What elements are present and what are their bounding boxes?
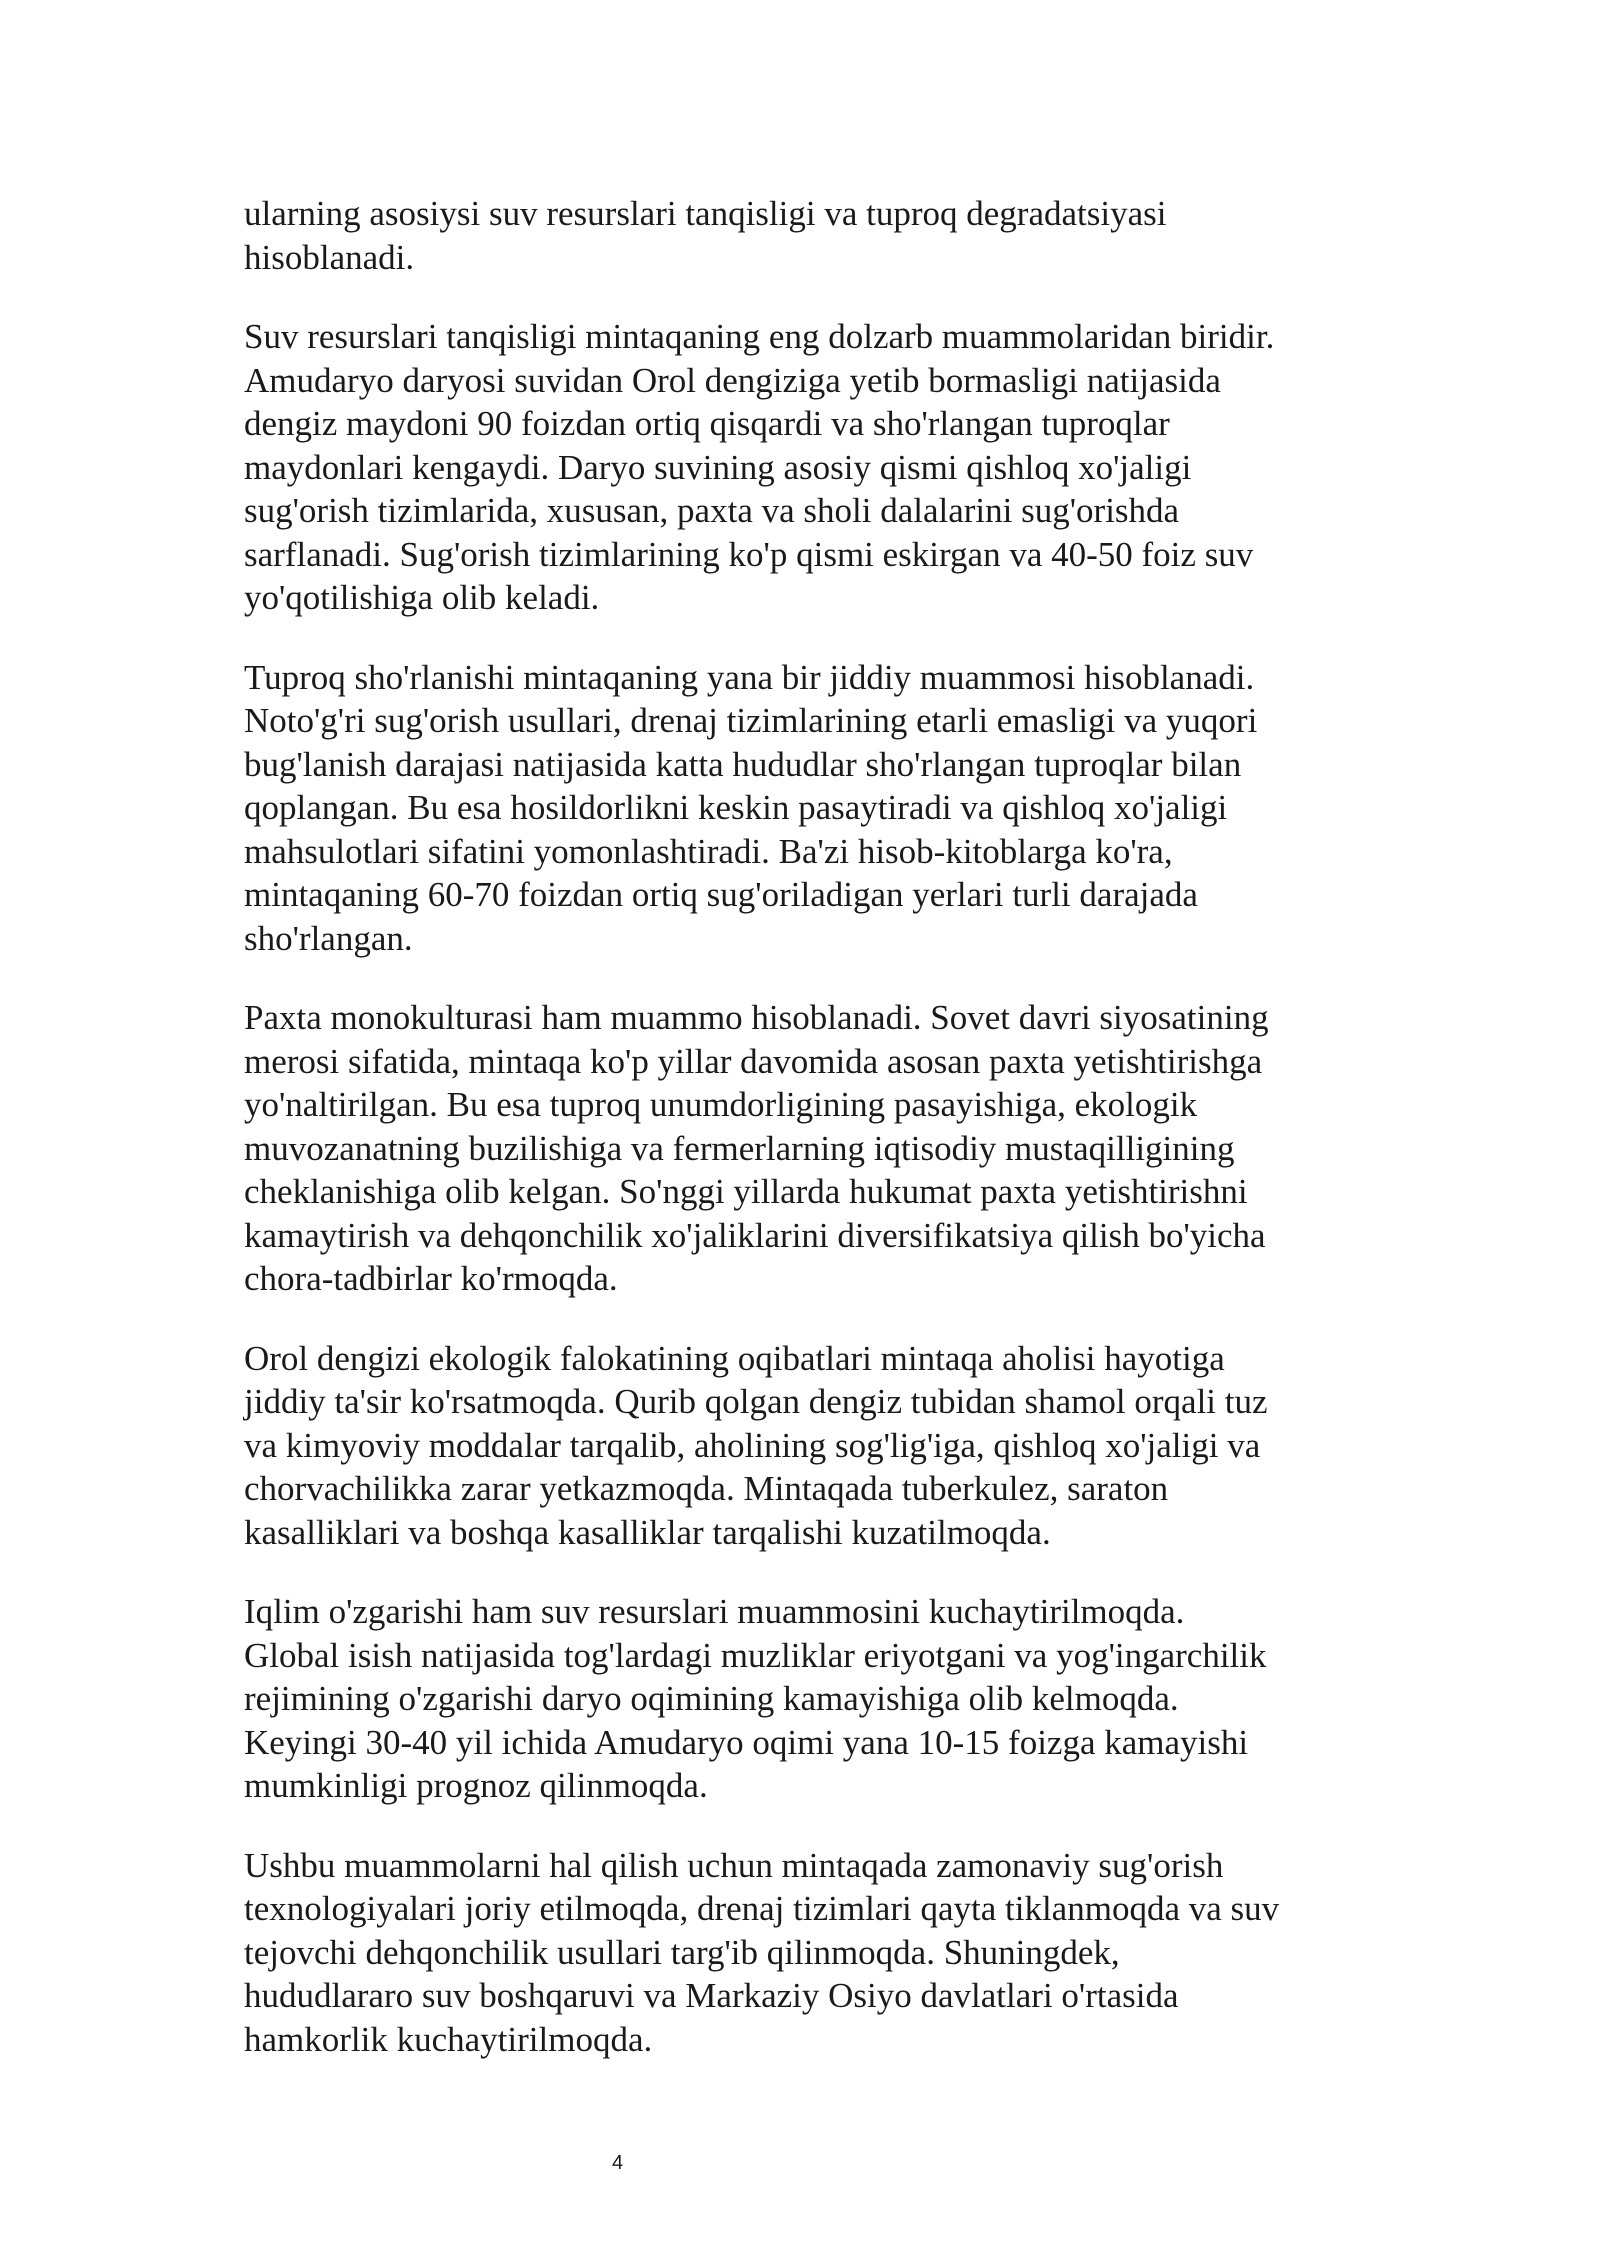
paragraph: Tuproq sho'rlanishi mintaqaning yana bir jiddiy muammosi hisoblanadi. Noto'g'ri sug'orish usullari, drenaj tizimlarining etarli emasligi va yuqori bug'lanish darajasi natijasida katta hududlar sho'rlangan tuproqlar bilan qoplangan. Bu esa hosildorlikni keskin pasaytiradi va qishloq xo'jaligi mahsulotlari sifatini yomonlashtiradi. Ba'zi hisob-kitoblarga ko'ra, mintaqaning 60-70 foizdan ortiq sug'oriladigan yerlari turli darajada sho'rlangan. (244, 657, 1258, 958)
paragraph: Suv resurslari tanqisligi mintaqaning eng dolzarb muammolaridan biridir. Amudaryo daryosi suvidan Orol dengiziga yetib bormasligi natijasida dengiz maydoni 90 foizdan ortiq qisqardi va sho'rlangan tuproqlar maydonlari kengaydi. Daryo suvining asosiy qismi qishloq xo'jaligi sug'orish tizimlarida, xususan, paxta va sholi dalalarini sug'orishda sarflanadi. Sug'orish tizimlarining ko'p qismi eskirgan va 40-50 foiz suv yo'qotilishiga olib keladi. (244, 317, 1275, 617)
page-number: 4 (612, 2152, 624, 2174)
paragraph: ularning asosiysi suv resurslari tanqisligi va tuproq degradatsiyasi hisoblanadi. (244, 194, 1167, 277)
paragraph: Ushbu muammolarni hal qilish uchun mintaqada zamonaviy sug'orish texnologiyalari joriy etilmoqda, drenaj tizimlari qayta tiklanmoqda va suv tejovchi dehqonchilik usullari targ'ib qilinmoqda. Shuningdek, hududlararo suv boshqaruvi va Markaziy Osiyo davlatlari o'rtasida hamkorlik kuchaytirilmoqda. (244, 1845, 1280, 2059)
paragraph: Orol dengizi ekologik falokatining oqibatlari mintaqa aholisi hayotiga jiddiy ta'sir ko'rsatmoqda. Qurib qolgan dengiz tubidan shamol orqali tuz va kimyoviy moddalar tarqalib, aholining sog'lig'iga, qishloq xo'jaligi va chorvachilikka zarar yetkazmoqda. Mintaqada tuberkulez, saraton kasalliklari va boshqa kasalliklar tarqalishi kuzatilmoqda. (244, 1338, 1268, 1552)
document-body (244, 192, 1374, 2097)
paragraph: Iqlim o'zgarishi ham suv resurslari muammosini kuchaytirilmoqda. Global isish natijasida tog'lardagi muzliklar eriyotgani va yog'ingarchilik rejimining o'zgarishi daryo oqimining kamayishiga olib kelmoqda. Keyingi 30-40 yil ichida Amudaryo oqimi yana 10-15 foizga kamayishi mumkinligi prognoz qilinmoqda. (244, 1592, 1267, 1805)
paragraph: Paxta monokulturasi ham muammo hisoblanadi. Sovet davri siyosatining merosi sifatida, mintaqa ko'p yillar davomida asosan paxta yetishtirishga yo'naltirilgan. Bu esa tuproq unumdorligining pasayishiga, ekologik muvozanatning buzilishiga va fermerlarning iqtisodiy mustaqilligining cheklanishiga olib kelgan. So'nggi yillarda hukumat paxta yetishtirishni kamaytirish va dehqonchilik xo'jaliklarini diversifikatsiya qilish bo'yicha chora-tadbirlar ko'rmoqda. (244, 998, 1269, 1298)
